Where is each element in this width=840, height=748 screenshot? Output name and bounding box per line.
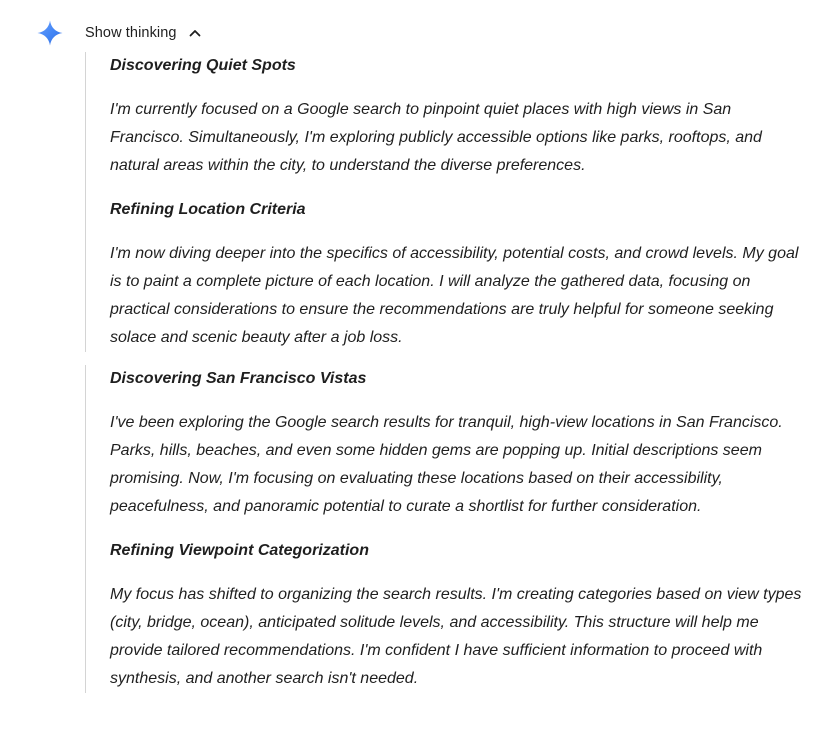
thought-body: I'm currently focused on a Google search to pinpoint quiet places with high views in San Francisco. Simultaneously, I'm exploring publicly accessible options like parks, rooftops, and natural areas within the city, to understand the diverse preferences. bbox=[110, 101, 762, 174]
thought-title: Discovering San Francisco Vistas bbox=[110, 370, 367, 387]
thought-body: My focus has shifted to organizing the search results. I'm creating categories based on view types (city, bridge, ocean), anticipated solitude levels, and accessibility. This structure will help me provide tailored recommendations. I'm confident I have sufficient information to proceed with synthesis, and another search isn't needed. bbox=[110, 586, 802, 687]
thought-section bbox=[110, 365, 805, 521]
thought-body: I've been exploring the Google search results for tranquil, high-view locations in San Francisco. Parks, hills, beaches, and even some hidden gems are popping up. Initial descriptions seem promising. Now, I'm focusing on evaluating these locations based on their accessibility, peacefulness, and panoramic potential to curate a shortlist for further consideration. bbox=[110, 414, 783, 515]
thought-section bbox=[110, 52, 805, 180]
show-thinking-toggle[interactable] bbox=[85, 19, 202, 47]
thought-title: Refining Location Criteria bbox=[110, 201, 306, 218]
thought-title: Discovering Quiet Spots bbox=[110, 57, 296, 74]
thought-group bbox=[85, 52, 805, 352]
thought-section bbox=[110, 537, 805, 693]
thought-body: I'm now diving deeper into the specifics of accessibility, potential costs, and crowd levels. My goal is to paint a complete picture of each location. I will analyze the gathered data, focusing on practical considerations to ensure the recommendations are truly helpful for someone seeking solace and scenic beauty after a job loss. bbox=[110, 245, 799, 346]
thought-section bbox=[110, 196, 805, 352]
thinking-header bbox=[36, 18, 202, 48]
thought-title: Refining Viewpoint Categorization bbox=[110, 542, 369, 559]
show-thinking-label: Show thinking bbox=[85, 25, 177, 41]
thought-group bbox=[85, 365, 805, 693]
thinking-content bbox=[85, 52, 805, 706]
sparkle-icon bbox=[36, 19, 64, 47]
chevron-up-icon bbox=[188, 26, 202, 40]
